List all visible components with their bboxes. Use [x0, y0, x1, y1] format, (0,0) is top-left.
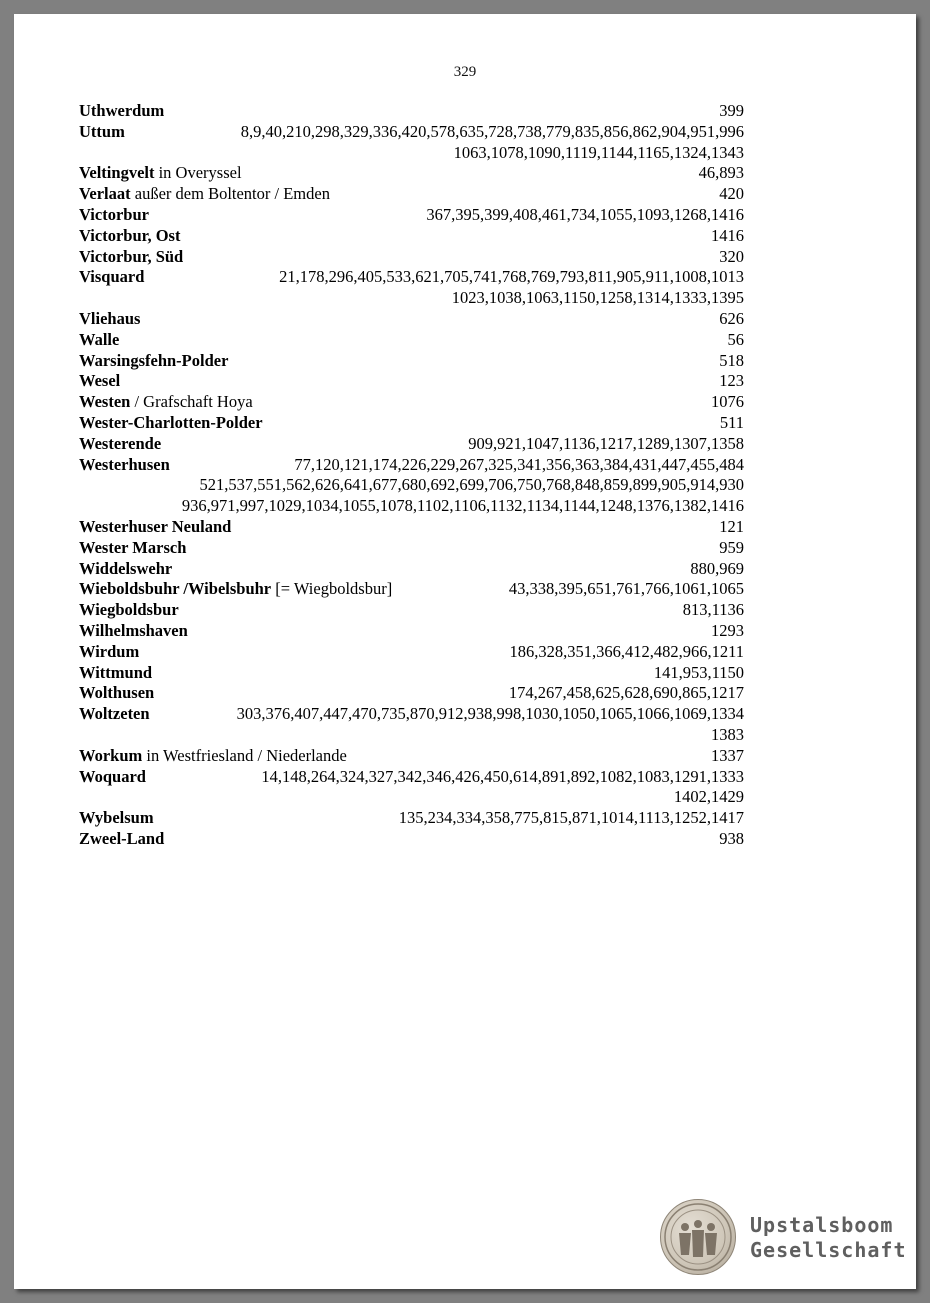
page-references: 518	[719, 350, 744, 370]
place-name-bold: Wieboldsbuhr /Wibelsbuhr	[79, 579, 272, 599]
index-entry	[79, 663, 744, 684]
index-entry-line	[79, 808, 744, 829]
index-entry	[79, 517, 744, 538]
place-name	[79, 309, 140, 330]
place-name	[79, 205, 149, 226]
page-references: 320	[719, 246, 744, 266]
index-entry	[79, 226, 744, 247]
place-name-bold: Wiegboldsbur	[79, 600, 179, 620]
index-entry	[79, 455, 744, 517]
publisher-logo	[660, 1199, 905, 1277]
page-references: 511	[719, 412, 744, 432]
page-references: 909,921,1047,1136,1217,1289,1307,1358	[468, 433, 744, 453]
index-entry-line	[79, 101, 744, 122]
place-name	[79, 455, 170, 476]
place-name-bold: Vliehaus	[79, 308, 141, 328]
page-references: 135,234,334,358,775,815,871,1014,1113,1252,1417	[398, 808, 744, 828]
place-name-bold: Verlaat	[79, 184, 131, 204]
page-references: 8,9,40,210,298,329,336,420,578,635,728,738,779,835,856,862,904,951,996	[240, 121, 744, 141]
index-entry-line	[79, 205, 744, 226]
page-references: 123	[719, 371, 744, 391]
page-references-continued: 1063,1078,1090,1119,1144,1165,1324,1343	[453, 142, 744, 162]
page-references: 141,953,1150	[653, 662, 744, 682]
place-name	[79, 746, 347, 767]
place-name-bold: Uthwerdum	[79, 101, 165, 120]
place-index	[79, 101, 744, 850]
index-entry-line	[79, 829, 744, 850]
place-name-bold: Workum	[79, 745, 143, 765]
page-references-continued: 521,537,551,562,626,641,677,680,692,699,706,750,768,848,859,899,905,914,930	[199, 475, 744, 495]
place-name	[79, 163, 242, 184]
place-name	[79, 600, 179, 621]
place-name-bold: Widdelswehr	[79, 558, 173, 578]
page-number: 329	[453, 64, 477, 80]
index-entry	[79, 392, 744, 413]
index-entry	[79, 559, 744, 580]
page-references: 1416	[711, 225, 744, 245]
index-entry-line	[79, 371, 744, 392]
index-entry	[79, 642, 744, 663]
page-references: 1293	[711, 620, 744, 640]
place-name-bold: Wilhelmshaven	[79, 620, 188, 640]
index-entry-line	[79, 517, 744, 538]
page-references-continued: 1402,1429	[673, 787, 744, 807]
index-entry	[79, 538, 744, 559]
place-name-bold: Visquard	[79, 267, 145, 287]
place-name	[79, 829, 164, 850]
seal-emblem-icon	[660, 1199, 736, 1275]
index-entry	[79, 579, 744, 600]
index-entry-line	[79, 704, 744, 725]
place-qualifier: in Westfriesland / Niederlande	[142, 745, 347, 765]
page-references: 626	[719, 308, 744, 328]
page-references: 46,893	[698, 163, 744, 183]
place-name-bold: Westen	[79, 392, 131, 412]
index-entry	[79, 205, 744, 226]
page-references: 399	[719, 101, 744, 120]
index-entry-line	[79, 455, 744, 476]
place-qualifier: in Overyssel	[154, 163, 242, 183]
index-entry	[79, 683, 744, 704]
index-entry-line	[79, 226, 744, 247]
place-name-bold: Woltzeten	[79, 704, 150, 724]
place-name	[79, 330, 119, 351]
place-qualifier: [= Wiegboldsbur]	[271, 579, 393, 599]
index-entry	[79, 163, 744, 184]
index-entry	[79, 434, 744, 455]
place-name-bold: Westerhusen	[79, 454, 170, 474]
page-references: 21,178,296,405,533,621,705,741,768,769,793,811,905,911,1008,1013	[279, 267, 744, 287]
index-entry	[79, 371, 744, 392]
place-name-bold: Westerende	[79, 433, 162, 453]
place-name-bold: Warsingsfehn-Polder	[79, 350, 229, 370]
index-entry-line	[79, 621, 744, 642]
place-name-bold: Victorbur, Süd	[79, 246, 184, 266]
page-references: 813,1136	[682, 600, 744, 620]
logo-text	[750, 1213, 907, 1263]
place-name	[79, 226, 180, 247]
place-name-bold: Wybelsum	[79, 808, 154, 828]
place-name	[79, 767, 146, 788]
place-name	[79, 371, 120, 392]
place-name-bold: Wolthusen	[79, 683, 155, 703]
index-entry-line	[79, 683, 744, 704]
page-references: 14,148,264,324,327,342,346,426,450,614,891,892,1082,1083,1291,1333	[261, 766, 744, 786]
index-entry-line	[79, 351, 744, 372]
place-name	[79, 517, 231, 538]
index-entry-line	[79, 434, 744, 455]
index-entry-line	[79, 559, 744, 580]
page-references: 303,376,407,447,470,735,870,912,938,998,1030,1050,1065,1066,1069,1334	[236, 704, 744, 724]
place-name-bold: Westerhuser Neuland	[79, 516, 232, 536]
page-references: 880,969	[690, 558, 744, 578]
index-entry	[79, 600, 744, 621]
index-entry	[79, 351, 744, 372]
place-name-bold: Victorbur, Ost	[79, 225, 181, 245]
page-references-continued: 1383	[711, 724, 744, 744]
place-name	[79, 559, 172, 580]
place-name	[79, 413, 263, 434]
place-name-bold: Zweel-Land	[79, 828, 165, 848]
index-entry-line	[79, 767, 744, 788]
index-entry	[79, 122, 744, 164]
index-entry-line	[79, 392, 744, 413]
index-entry	[79, 309, 744, 330]
place-name	[79, 122, 125, 143]
index-entry	[79, 184, 744, 205]
place-name	[79, 579, 392, 600]
page-references: 1076	[711, 392, 744, 412]
index-entry-line	[79, 600, 744, 621]
place-name	[79, 267, 144, 288]
place-name-bold: Wester Marsch	[79, 537, 187, 557]
index-entry	[79, 829, 744, 850]
index-entry-line	[79, 579, 744, 600]
page-references: 1337	[711, 745, 744, 765]
index-entry-line	[79, 122, 744, 143]
place-name-bold: Wesel	[79, 371, 121, 391]
logo-line-1: Upstalsboom	[750, 1213, 894, 1237]
page-references-continued: 936,971,997,1029,1034,1055,1078,1102,1106,1132,1134,1144,1248,1376,1382,1416	[181, 496, 744, 516]
index-entry-line	[79, 184, 744, 205]
index-entry	[79, 808, 744, 829]
page-references: 186,328,351,366,412,482,966,1211	[509, 641, 744, 661]
page-references: 43,338,395,651,761,766,1061,1065	[508, 579, 744, 599]
logo-line-2: Gesellschaft	[750, 1238, 907, 1262]
place-name	[79, 434, 161, 455]
page-references: 420	[719, 184, 744, 204]
index-entry-line	[79, 163, 744, 184]
page-references: 367,395,399,408,461,734,1055,1093,1268,1416	[426, 204, 744, 224]
index-entry	[79, 621, 744, 642]
index-entry	[79, 767, 744, 809]
index-entry-line	[79, 642, 744, 663]
index-entry	[79, 247, 744, 268]
place-name-bold: Walle	[79, 329, 120, 349]
page-references-continued: 1023,1038,1063,1150,1258,1314,1333,1395	[451, 288, 744, 308]
place-name	[79, 642, 139, 663]
index-entry-line	[79, 663, 744, 684]
index-entry	[79, 704, 744, 746]
page-references: 77,120,121,174,226,229,267,325,341,356,363,384,431,447,455,484	[294, 454, 744, 474]
place-name-bold: Wittmund	[79, 662, 153, 682]
place-qualifier: / Grafschaft Hoya	[130, 392, 253, 412]
place-name-bold: Victorbur	[79, 204, 149, 224]
place-name-bold: Wirdum	[79, 641, 140, 661]
index-entry	[79, 413, 744, 434]
index-entry-line	[79, 267, 744, 288]
place-name	[79, 247, 183, 268]
place-qualifier: außer dem Boltentor / Emden	[130, 184, 330, 204]
place-name	[79, 101, 164, 122]
index-entry-line	[79, 309, 744, 330]
page-references: 174,267,458,625,628,690,865,1217	[508, 683, 744, 703]
place-name-bold: Wester-Charlotten-Polder	[79, 412, 263, 432]
place-name	[79, 683, 154, 704]
page-references: 121	[719, 516, 744, 536]
index-entry-line	[79, 746, 744, 767]
place-name	[79, 704, 150, 725]
place-name	[79, 663, 152, 684]
place-name	[79, 351, 228, 372]
page-references: 938	[719, 828, 744, 848]
index-entry	[79, 267, 744, 309]
index-entry-line	[79, 330, 744, 351]
page-references: 959	[719, 537, 744, 557]
index-entry-line	[79, 247, 744, 268]
place-name	[79, 808, 154, 829]
place-name	[79, 184, 330, 205]
page-references: 56	[727, 329, 744, 349]
place-name	[79, 392, 253, 413]
place-name	[79, 538, 186, 559]
index-entry-line	[79, 413, 744, 434]
place-name	[79, 621, 188, 642]
place-name-bold: Veltingvelt	[79, 163, 155, 183]
index-entry	[79, 746, 744, 767]
index-entry	[79, 101, 744, 122]
index-entry	[79, 330, 744, 351]
index-entry-line	[79, 538, 744, 559]
place-name-bold: Woquard	[79, 766, 146, 786]
place-name-bold: Uttum	[79, 121, 125, 141]
